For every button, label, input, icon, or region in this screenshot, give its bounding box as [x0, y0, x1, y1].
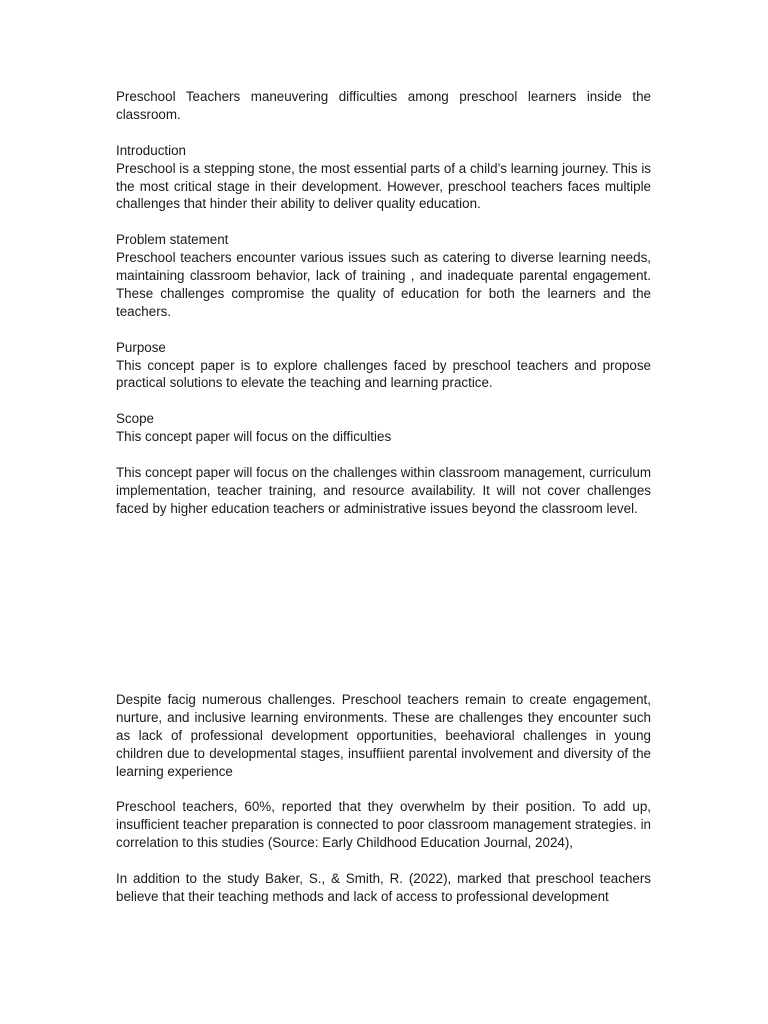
- section-body-purpose: This concept paper is to explore challenges faced by preschool teachers and propose practical solutions to elevate the teaching and learning practice.: [116, 357, 651, 391]
- section-problem-statement: [116, 231, 651, 321]
- scope-detail-paragraph: This concept paper will focus on the challenges within classroom management, curriculum implementation, teacher training, and resource availability. It will not cover challenges faced by higher education teachers or administrative issues beyond the classroom level.: [116, 464, 651, 516]
- title-block: [116, 88, 651, 124]
- document-title: Preschool Teachers maneuvering difficulties among preschool learners inside the classroom.: [116, 89, 651, 122]
- section-heading-problem-statement: Problem statement: [116, 232, 229, 248]
- body-paragraph: Despite facig numerous challenges. Preschool teachers remain to create engagement, nurture, and inclusive learning environments. These are challenges they encounter such as lack of professional development opportunities, beehavioral challenges in young children due to developmental stages, insuffiient parental involvement and diversity of the learning experience: [116, 692, 651, 779]
- paragraph-block: [116, 691, 651, 781]
- document-upper-text: [116, 88, 651, 536]
- section-body-scope: This concept paper will focus on the difficulties: [116, 429, 392, 445]
- document-lower-text: [116, 691, 651, 924]
- section-body-problem-statement: Preschool teachers encounter various issues such as catering to diverse learning needs, maintaining classroom behavior, lack of training , and inadequate parental engagement. These challenges compromise the quality of education for both the learners and the teachers.: [116, 250, 651, 319]
- scope-detail-block: [116, 464, 651, 518]
- body-paragraph: In addition to the study Baker, S., & Smith, R. (2022), marked that preschool teachers believe that their teaching methods and lack of access to professional development: [116, 871, 651, 904]
- body-paragraph: Preschool teachers, 60%, reported that they overwhelm by their position. To add up, insufficient teacher preparation is connected to poor classroom management strategies. in correlation to this studies (Source: Early Childhood Education Journal, 2024),: [116, 799, 651, 851]
- section-heading-purpose: Purpose: [116, 339, 166, 355]
- section-purpose: [116, 339, 651, 393]
- paragraph-block: [116, 798, 651, 852]
- paragraph-block: [116, 870, 651, 906]
- section-body-introduction: Preschool is a stepping stone, the most essential parts of a child’s learning journey. This is the most critical stage in their development. However, preschool teachers faces multiple challenges that hinder their ability to deliver quality education.: [116, 160, 651, 212]
- section-heading-scope: Scope: [116, 411, 154, 427]
- section-introduction: [116, 142, 651, 214]
- section-scope: [116, 410, 651, 446]
- section-heading-introduction: Introduction: [116, 142, 186, 158]
